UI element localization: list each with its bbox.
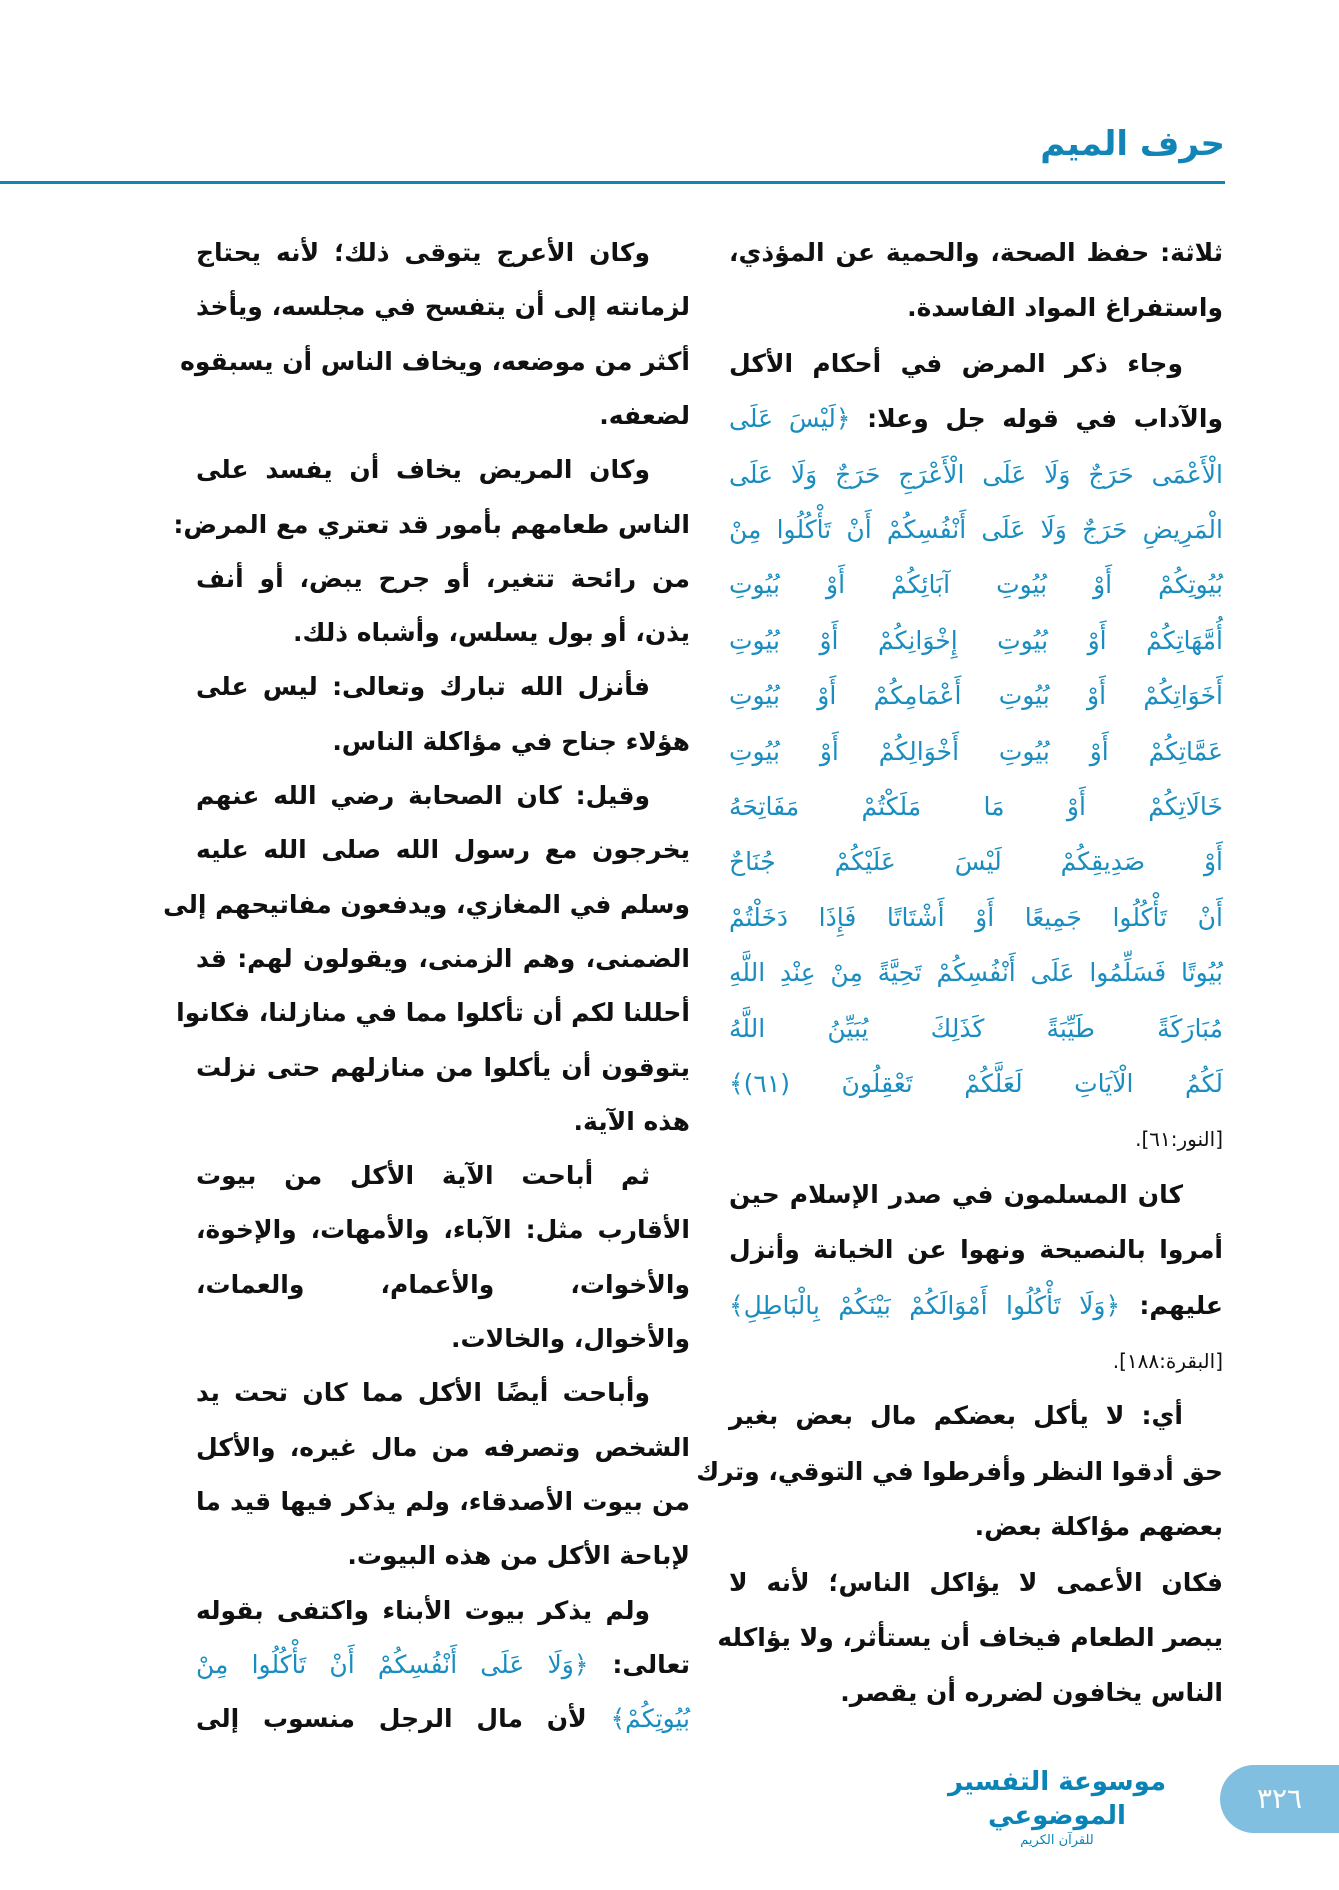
body-text: وكان المريض يخاف أن يفسد على (196, 455, 650, 485)
header-divider (0, 181, 1225, 184)
verse-reference (729, 1334, 1223, 1388)
quran-verse-text: لَكُمُ الْآيَاتِ لَعَلَّكُمْ تَعْقِلُونَ (٦١)﴾ (729, 1069, 1223, 1098)
text-line (163, 878, 690, 932)
text-line (696, 1445, 1223, 1499)
text-line (196, 226, 690, 280)
quran-verse-text: عَمَّاتِكُمْ أَوْ بُيُوتِ أَخْوَالِكُمْ أَوْ بُيُوتِ (729, 736, 1223, 766)
verse-reference (729, 1112, 1223, 1166)
text-line (196, 1312, 690, 1366)
body-text: يتوقون أن يأكلوا من منازلهم حتى نزلت (196, 1052, 690, 1082)
body-text: أحللنا لكم أن تأكلوا مما في منازلنا، فكانوا (176, 998, 690, 1028)
text-line (729, 392, 1223, 446)
body-text: أي: لا يأكل بعضكم مال بعض بغير (729, 1401, 1183, 1431)
quran-verse-text: أَنْ تَأْكُلُوا جَمِيعًا أَوْ أَشْتَاتًا فَإِذَا دَخَلْتُمْ (729, 902, 1223, 932)
text-line (196, 1149, 690, 1203)
quran-verse-text: الْمَرِيضِ حَرَجٌ وَلَا عَلَى أَنْفُسِكُمْ أَنْ تَأْكُلُوا مِنْ (729, 515, 1223, 544)
body-text: هذه الآية. (573, 1106, 690, 1136)
body-text: وسلم في المغازي، ويدفعون مفاتيحهم إلى (163, 889, 690, 919)
text-line (196, 715, 690, 769)
body-text: والآداب في قوله جل وعلا: (850, 404, 1223, 434)
text-line (196, 1475, 690, 1529)
text-line (196, 443, 690, 497)
text-line (729, 1279, 1223, 1333)
text-line (717, 1611, 1223, 1665)
text-line (196, 1366, 690, 1420)
body-text: الناس يخافون لضرره أن يقصر. (840, 1678, 1223, 1708)
text-line (196, 1421, 690, 1475)
text-line (196, 1258, 690, 1312)
text-line (196, 552, 690, 606)
text-line (196, 1529, 690, 1583)
text-line (196, 1095, 690, 1149)
text-line (196, 280, 690, 334)
body-text: فأنزل الله تبارك وتعالى: ليس على (196, 672, 650, 702)
body-text: وجاء ذكر المرض في أحكام الأكل (729, 348, 1183, 378)
text-line (729, 725, 1223, 779)
text-line (729, 1168, 1223, 1222)
text-line (729, 1389, 1223, 1443)
body-text: من بيوت الأصدقاء، ولم يذكر فيها قيد ما (196, 1486, 690, 1516)
body-text: ثم أباحت الآية الأكل من بيوت (196, 1161, 650, 1191)
body-text: يذن، أو بول يسلس، وأشباه ذلك. (293, 618, 690, 648)
text-line (196, 389, 690, 443)
text-line (729, 780, 1223, 834)
body-text: لزمانته إلى أن يتفسح في مجلسه، ويأخذ (196, 292, 690, 322)
text-line (729, 503, 1223, 557)
quran-verse-text: مُبَارَكَةً طَيِّبَةً كَذَلِكَ يُبَيِّنُ اللَّهُ (729, 1013, 1223, 1043)
text-line (729, 669, 1223, 723)
quran-verse-text: أَوْ صَدِيقِكُمْ لَيْسَ عَلَيْكُمْ جُنَاحٌ (729, 847, 1223, 877)
body-text: والأخوال، والخالات. (450, 1324, 690, 1353)
body-text: بعضهم مؤاكلة بعض. (974, 1512, 1223, 1542)
body-text: واستفراغ المواد الفاسدة. (907, 293, 1223, 323)
text-line (729, 558, 1223, 612)
quran-verse-text: بُيُوتًا فَسَلِّمُوا عَلَى أَنْفُسِكُمْ تَحِيَّةً مِنْ عِنْدِ اللَّهِ (729, 958, 1223, 988)
body-text: لأن مال الرجل منسوب إلى (196, 1704, 611, 1734)
encyclopedia-logo (932, 1765, 1182, 1849)
chapter-header-title: حرف الميم (1040, 124, 1225, 164)
quran-verse-text: ﴿لَيْسَ عَلَى (729, 404, 851, 434)
quran-verse-text: خَالَاتِكُمْ أَوْ مَا مَلَكْتُمْ مَفَاتِحَهُ (729, 792, 1223, 821)
text-line (729, 337, 1223, 391)
body-text: وأباحت أيضًا الأكل مما كان تحت يد (196, 1378, 650, 1408)
text-line (729, 1500, 1223, 1554)
text-line (729, 946, 1223, 1000)
body-text: لإباحة الأكل من هذه البيوت. (347, 1541, 690, 1571)
body-text: وقيل: كان الصحابة رضي الله عنهم (196, 781, 650, 810)
body-text: والأخوات، والأعمام، والعمات، (196, 1269, 690, 1299)
logo-subtitle: للقرآن الكريم (1020, 1833, 1094, 1848)
body-text: يخرجون مع رسول الله صلى الله عليه (196, 835, 690, 865)
body-text: ثلاثة: حفظ الصحة، والحمية عن المؤذي، (729, 238, 1223, 267)
logo-title: موسوعة التفسير الموضوعي (947, 1767, 1167, 1831)
text-line (196, 660, 690, 714)
text-line (176, 986, 690, 1040)
body-text: [النور:٦١]. (1135, 1127, 1223, 1152)
body-text: لضعفه. (599, 400, 690, 430)
body-text: ولم يذكر بيوت الأبناء واكتفى بقوله (196, 1595, 650, 1625)
text-line (196, 606, 690, 660)
quran-verse-text: الْأَعْمَى حَرَجٌ وَلَا عَلَى الْأَعْرَجِ حَرَجٌ وَلَا عَلَى (729, 459, 1223, 489)
quran-verse-text: أُمَّهَاتِكُمْ أَوْ بُيُوتِ إِخْوَانِكُمْ أَوْ بُيُوتِ (729, 625, 1223, 655)
text-line (196, 769, 690, 823)
body-text: الضمنى، وهم الزمنى، ويقولون لهم: قد (196, 943, 690, 973)
body-text: عليهم: (1120, 1290, 1223, 1320)
body-text: أمروا بالنصيحة ونهوا عن الخيانة وأنزل (729, 1235, 1223, 1265)
text-line (729, 1223, 1223, 1277)
text-line (196, 1041, 690, 1095)
quran-verse-text: ﴿وَلَا تَأْكُلُوا أَمْوَالَكُمْ بَيْنَكُمْ بِالْبَاطِلِ﴾ (729, 1290, 1121, 1320)
text-line (196, 1692, 690, 1746)
text-line (729, 835, 1223, 889)
quran-verse-text: ﴿وَلَا عَلَى أَنْفُسِكُمْ أَنْ تَأْكُلُوا مِنْ (196, 1649, 589, 1679)
body-text: تعالى: (588, 1649, 690, 1679)
quran-verse-text: بُيُوتِكُمْ أَوْ بُيُوتِ آبَائِكُمْ أَوْ بُيُوتِ (729, 570, 1223, 600)
page-number-badge: ٣٢٦ (1220, 1765, 1339, 1833)
body-text: يبصر الطعام فيخاف أن يستأثر، ولا يؤاكله (717, 1623, 1223, 1652)
body-text: هؤلاء جناح في مؤاكلة الناس. (332, 726, 690, 756)
text-line (729, 226, 1223, 280)
body-text: الأقارب مثل: الآباء، والأمهات، والإخوة، (196, 1215, 690, 1245)
body-text: وكان الأعرج يتوقى ذلك؛ لأنه يحتاج (196, 238, 650, 267)
body-text: أكثر من موضعه، ويخاف الناس أن يسبقوه (180, 346, 690, 376)
body-text: [البقرة:١٨٨]. (1112, 1349, 1223, 1373)
body-text: كان المسلمون في صدر الإسلام حين (729, 1179, 1183, 1209)
text-line (729, 1002, 1223, 1056)
text-line (729, 614, 1223, 668)
body-text: الشخص وتصرفه من مال غيره، والأكل (196, 1432, 690, 1462)
text-line (173, 498, 690, 552)
body-text: الناس طعامهم بأمور قد تعتري مع المرض: (173, 509, 690, 539)
text-line (196, 823, 690, 877)
quran-verse-text: أَخَوَاتِكُمْ أَوْ بُيُوتِ أَعْمَامِكُمْ أَوْ بُيُوتِ (729, 681, 1223, 711)
text-line (196, 932, 690, 986)
quran-verse-text: بُيُوتِكُمْ﴾ (610, 1704, 690, 1734)
body-text: حق أدقوا النظر وأفرطوا في التوقي، وترك (696, 1456, 1223, 1486)
text-line (729, 1057, 1223, 1111)
text-line (729, 281, 1223, 335)
text-line (196, 1203, 690, 1257)
text-line (196, 1584, 690, 1638)
text-line (729, 1666, 1223, 1720)
text-line (729, 1556, 1223, 1610)
text-line (196, 1638, 690, 1692)
text-line (729, 448, 1223, 502)
body-text: من رائحة تتغير، أو جرح يبض، أو أنف (196, 563, 690, 593)
body-text: فكان الأعمى لا يؤاكل الناس؛ لأنه لا (729, 1567, 1223, 1597)
text-line (180, 335, 690, 389)
text-line (729, 891, 1223, 945)
